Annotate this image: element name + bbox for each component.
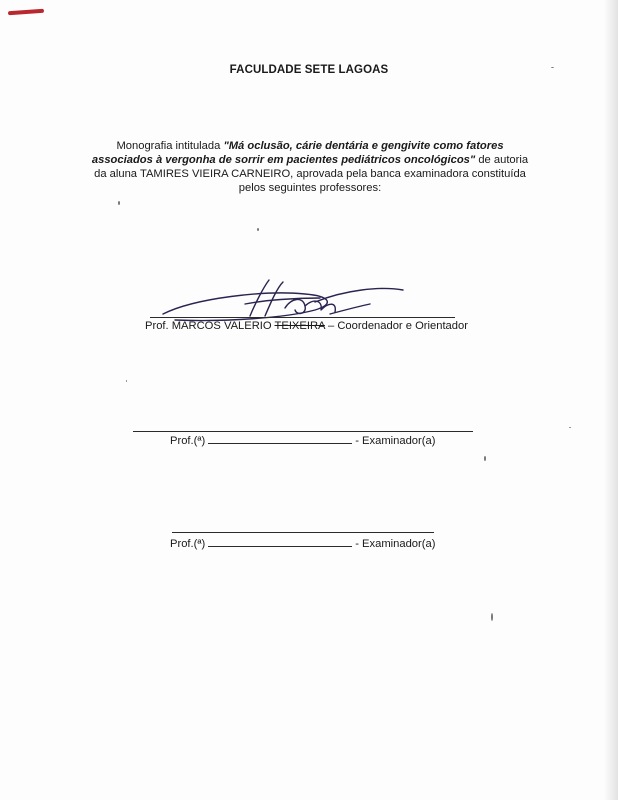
examiner-2-name-blank bbox=[208, 537, 352, 547]
coordinator-surname: TEIXEIRA bbox=[274, 320, 325, 332]
examiner-1-signature-line bbox=[133, 431, 473, 432]
scan-speck bbox=[491, 613, 493, 621]
coordinator-label bbox=[145, 320, 468, 332]
examiner-2-label bbox=[170, 537, 435, 550]
scan-speck bbox=[126, 380, 127, 382]
intro-text: Monografia intitulada bbox=[116, 140, 224, 152]
handwritten-signature bbox=[155, 276, 415, 326]
coordinator-name-prefix: Prof. MARCOS VALERIO bbox=[145, 320, 275, 332]
examiner-2-prefix: Prof.(ª) bbox=[170, 538, 206, 550]
red-pen-mark bbox=[8, 9, 44, 16]
examiner-1-name-blank bbox=[208, 434, 352, 444]
scan-speck bbox=[484, 456, 486, 461]
after-title-text: de autoria da aluna bbox=[94, 154, 529, 180]
coordinator-signature-line bbox=[150, 317, 455, 318]
scan-speck bbox=[118, 201, 120, 205]
scan-speck bbox=[551, 67, 554, 68]
approval-paragraph bbox=[90, 139, 530, 195]
coordinator-role: – Coordenador e Orientador bbox=[324, 320, 468, 332]
institution-title: FACULDADE SETE LAGOAS bbox=[229, 64, 389, 76]
examiner-1-role: - Examinador(a) bbox=[355, 435, 436, 447]
examiner-2-signature-line bbox=[172, 532, 434, 533]
scan-speck bbox=[257, 228, 259, 231]
author-name: TAMIRES VIEIRA CARNEIRO bbox=[139, 168, 291, 180]
examiner-2-role: - Examinador(a) bbox=[355, 538, 436, 550]
scan-edge-shadow bbox=[604, 0, 618, 800]
examiner-1-prefix: Prof.(ª) bbox=[170, 435, 206, 447]
examiner-1-label bbox=[170, 434, 435, 447]
closing-text: , aprovada pela banca examinadora constituída pelos seguintes professores: bbox=[238, 168, 526, 194]
scan-speck bbox=[569, 427, 571, 428]
thesis-title: "Má oclusão, cárie dentária e gengivite como fatores associados à vergonha de sorrir em pacientes pediátricos oncológicos" bbox=[91, 140, 504, 166]
